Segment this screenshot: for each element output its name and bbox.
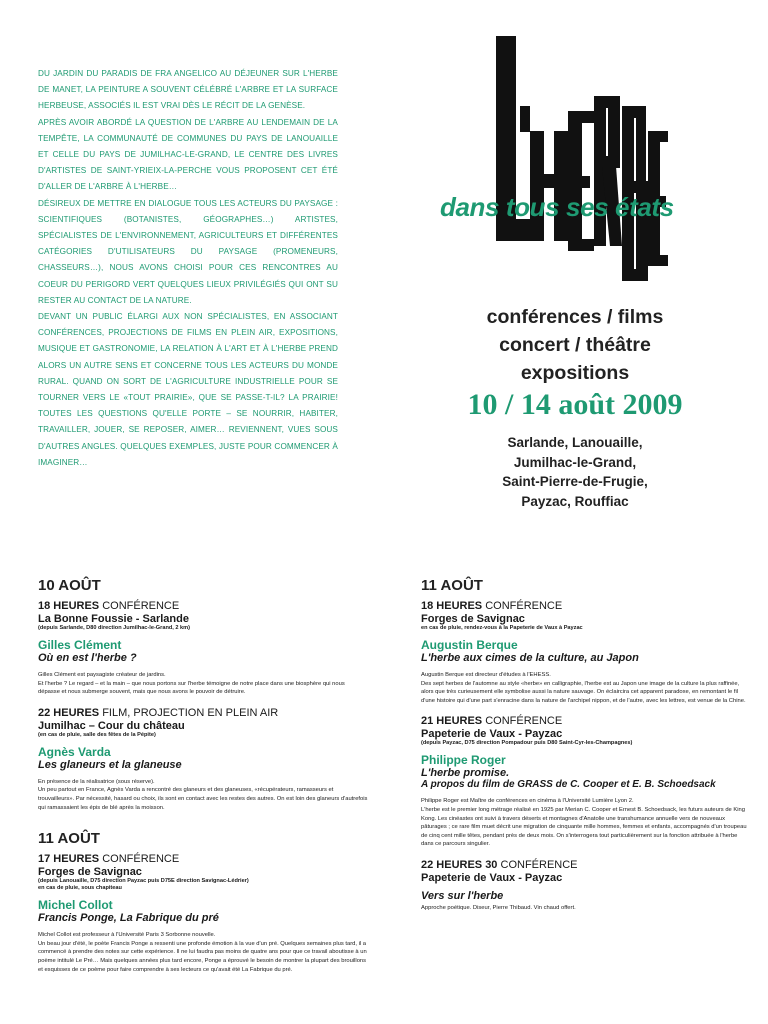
event-speaker: Agnès Varda: [38, 744, 111, 759]
event-block: [421, 600, 751, 705]
intro-text: [38, 66, 338, 471]
event-time: [421, 859, 751, 871]
event-description: [421, 671, 751, 705]
program-line-1: conférences / films: [486, 306, 664, 328]
event-directions: (depuis Lanouaille, D75 direction Payzac puis D75E direction Savignac-Lédrier): [38, 878, 249, 885]
event-desc-1: Augustin Berque est directeur d'études à l'EHESS.: [421, 672, 551, 678]
day-heading: 11 AOÛT: [38, 830, 100, 848]
logo-text: [670, 36, 671, 37]
event-time: [38, 707, 368, 719]
event-kind: CONFÉRENCE: [102, 853, 180, 866]
day-heading: 11 AOÛT: [421, 577, 483, 594]
event-description: [38, 931, 368, 974]
event-desc-2: L'herbe est le premier long métrage réalisé en 1925 par Merian C. Cooper et Ernest B. Schoedsack, les futurs auteurs de King Kong. Les cinéastes ont suivi à travers déserts et montagnes d'Anatolie une transhumance annuelle vers de nouveaux pâturages ; ce rare film muet décrit une migration de cinquante mille hommes, femmes et enfants, accompagnés d'un troupeau de cinq cent mille têtes, pendant près de deux mois. On s'interrogera tout particulièrement sur la fonction attribuée à l'herbe dans ce parcours singulier.: [421, 806, 747, 848]
event-desc-2: Et l'herbe ? Le regard – et la main – que nous portons sur l'herbe témoigne de notre place dans une biosphère qui nous dépasse et nous submerge souvent, mais que nous avons le pouvoir de détruire.: [38, 680, 345, 696]
intro-paragraph-1: DU JARDIN DU PARADIS DE FRA ANGELICO AU DÉJEUNER SUR L'HERBE DE MANET, LA PEINTURE A SOUVENT CÉLÉBRÉ L'ARBRE ET LA SURFACE HERBEUSE, ASSOCIÉS IL EST VRAI DÈS LE RÉCIT DE LA GENÈSE.: [38, 69, 338, 111]
event-desc-1: Michel Collot est professeur à l'Université Paris 3 Sorbonne nouvelle.: [38, 932, 216, 939]
event-place: Forges de Savignac: [421, 613, 525, 625]
event-place: Papeterie de Vaux - Payzac: [421, 728, 563, 741]
event-directions: (en cas de pluie, salle des fêtes de la Pépite): [38, 731, 156, 738]
event-speaker: Augustin Berque: [421, 638, 518, 652]
event-block: [38, 707, 368, 812]
event-block: [38, 853, 368, 974]
event-description: [38, 671, 368, 697]
place-line-1: Sarlande, Lanouaille,: [507, 435, 643, 450]
event-kind: CONFÉRENCE: [500, 858, 578, 871]
event-logo: [470, 36, 670, 286]
event-time: [38, 600, 368, 612]
event-speaker: Philippe Roger: [421, 753, 506, 768]
event-desc-2: Un peu partout en France, Agnès Varda a rencontré des glaneurs et des glaneuses, «récupérateurs, ramasseurs et trouvailleurs». Par nécessité, hasard ou choix, ils sont en contact avec les restes des autres. On est loin des glaneurs d'autrefois qui ramassaient les épis de blé après la moisson.: [38, 787, 368, 811]
day-heading: 10 AOÛT: [38, 577, 101, 594]
event-block: [38, 600, 368, 697]
event-kind: CONFÉRENCE: [485, 715, 563, 728]
program-line-2: concert / théâtre: [499, 334, 651, 356]
event-time: [421, 600, 751, 612]
event-directions: (depuis Sarlande, D80 direction Jumilhac-le-Grand, 2 km): [38, 625, 191, 631]
event-dates: 10 / 14 août 2009: [467, 388, 683, 421]
event-speaker: Gilles Clément: [38, 638, 122, 652]
event-directions: (depuis Payzac, D75 direction Pompadour puis D80 Saint-Cyr-les-Champagnes): [421, 740, 633, 747]
intro-paragraph-3: DÉSIREUX DE METTRE EN DIALOGUE TOUS LES ACTEURS DU PAYSAGE : SCIENTIFIQUES (BOTANISTES, GÉOGRAPHES…) ARTISTES, SPÉCIALISTES DE L'ENVIRONNEMENT, AGRICULTEURS ET DIFFÉRENTES CATÉGORIES D'UTILISATEURS DU PAYSAGE (PROMENEURS, CHASSEURS…), NOUS AVONS CHOISI POUR CES RENCONTRES AU COEUR DU PERIGORD VERT QUELQUES LIEUX PRIVILÉGIÉS QUI ONT SU RESTER AU CONTACT DE LA NATURE.: [38, 198, 338, 305]
place-line-3: Saint-Pierre-de-Frugie,: [502, 474, 648, 489]
event-kind: CONFÉRENCE: [485, 600, 563, 612]
event-hour: 18 HEURES: [38, 600, 100, 612]
event-block: [421, 715, 751, 849]
event-place: Forges de Savignac: [38, 866, 142, 879]
program-types: [440, 303, 710, 387]
event-time: [421, 715, 751, 727]
event-kind: CONFÉRENCE: [102, 600, 180, 612]
event-description: [38, 778, 368, 812]
event-description: [421, 797, 751, 849]
event-hour: 22 HEURES: [38, 706, 100, 719]
place-line-4: Payzac, Rouffiac: [521, 493, 629, 509]
event-desc-1: En présence de la réalisatrice (sous réserve).: [38, 778, 155, 785]
logo-subtitle: dans tous ses états: [440, 192, 674, 222]
event-title: L'herbe promise.: [421, 767, 510, 780]
program-line-3: expositions: [520, 362, 630, 384]
event-kind: FILM, PROJECTION EN PLEIN AIR: [102, 706, 279, 719]
event-subtitle: A propos du film de GRASS de C. Cooper et E. B. Schoedsack: [421, 779, 716, 791]
program-right-column: [421, 577, 751, 923]
program-left-column: [38, 577, 368, 984]
event-desc-1: Approche poétique. Diseur, Pierre Thibaud. Vin chaud offert.: [421, 904, 576, 911]
event-title: Les glaneurs et la glaneuse: [38, 758, 182, 771]
event-desc-1: Gilles Clément est paysagiste créateur de jardins.: [38, 672, 166, 678]
event-title: Où en est l'herbe ?: [38, 652, 137, 664]
event-places: [460, 433, 690, 511]
event-desc-2: Un beau jour d'été, le poète Francis Ponge a ressenti une profonde émotion à la vue d'un pré. Quelques semaines plus tard, il a commencé à prendre des notes sur cette expérience. Il ne lui faudra pas moins de quatre ans pour que ce travail aboutisse à un poème intitulé Le Pré… Mais quelques années plus tard encore, Ponge a éprouvé le besoin de montrer la plupart des brouillons et esquisses de ce poème pour faire comprendre à ses lecteurs ce qu'avait été La Fabrique du pré.: [38, 940, 367, 973]
event-directions-2: en cas de pluie, sous chapiteau: [38, 885, 122, 892]
event-block: [421, 859, 751, 913]
event-hour: 22 HEURES 30: [421, 858, 498, 871]
intro-paragraph-4: DEVANT UN PUBLIC ÉLARGI AUX NON SPÉCIALISTES, EN ASSOCIANT CONFÉRENCES, PROJECTIONS DE FILMS EN PLEIN AIR, EXPOSITIONS, MUSIQUE ET GASTRONOMIE, LA RELATION À L'ART ET À L'HERBE PREND ALORS UN AUTRE SENS ET CONCERNE TOUS LES ACTEURS DU MONDE RURAL. QUAND ON SORT DE L'AGRICULTURE INDUSTRIELLE POUR SE TOURNER VERS LE «TOUT PRAIRIE», QUE SE PASSE-T-IL? LA PRAIRIE! TOUTES LES QUESTIONS QU'ELLE PORTE – SE NOURRIR, HABITER, TRAVAILLER, JOUER, SE REPOSER, AIMER… REVIENNENT, VUES SOUS D'AUTRES ANGLES. QUELQUES EXEMPLES, JUSTE POUR COMMENCER À IMAGINER…: [38, 312, 338, 467]
event-hour: 17 HEURES: [38, 853, 100, 866]
event-desc-2: Des sept herbes de l'automne au style «herbe» en calligraphie, l'herbe est au Japon une image de la culture la plus raffinée, alors que très curieusement elle symbolise aussi la nature sauvage. On éclaircira cet apparent paradoxe, en remontant le fil d'une histoire qui d'une part s'enracine dans la nature de l'archipel nippon, et de l'autre, avec les lettres, est venue de la Chine.: [421, 680, 746, 704]
event-hour: 21 HEURES: [421, 715, 483, 728]
event-directions: en cas de pluie, rendez-vous à la Papeterie de Vaux à Payzac: [421, 625, 583, 631]
event-title: Francis Ponge, La Fabrique du pré: [38, 912, 219, 925]
event-desc-1: Philippe Roger est Maître de conférences en cinéma à l'Université Lumière Lyon 2.: [421, 798, 634, 805]
event-time: [38, 853, 368, 865]
event-speaker: Michel Collot: [38, 898, 113, 913]
event-hour: 18 HEURES: [421, 600, 483, 612]
place-line-2: Jumilhac-le-Grand,: [513, 454, 637, 470]
event-title: Vers sur l'herbe: [421, 889, 504, 902]
event-place: La Bonne Foussie - Sarlande: [38, 613, 189, 625]
event-place: Jumilhac – Cour du château: [38, 719, 185, 732]
logo-graphic: [470, 36, 670, 286]
intro-paragraph-2: APRÈS AVOIR ABORDÉ LA QUESTION DE L'ARBRE AU LENDEMAIN DE LA TEMPÊTE, LA COMMUNAUTÉ DE COMMUNES DU PAYS DE LANOUAILLE ET CELLE DU PAYS DE JUMILHAC-LE-GRAND, LE CENTRE DES LIVRES D'ARTISTES DE SAINT-YRIEIX-LA-PERCHE VOUS PROPOSENT CET ÉTÉ D'ALLER DE L'ARBRE À L'HERBE…: [38, 117, 338, 192]
event-title: L'herbe aux cimes de la culture, au Japon: [421, 652, 639, 664]
event-place: Papeterie de Vaux - Payzac: [421, 871, 563, 884]
event-description: [421, 904, 751, 913]
